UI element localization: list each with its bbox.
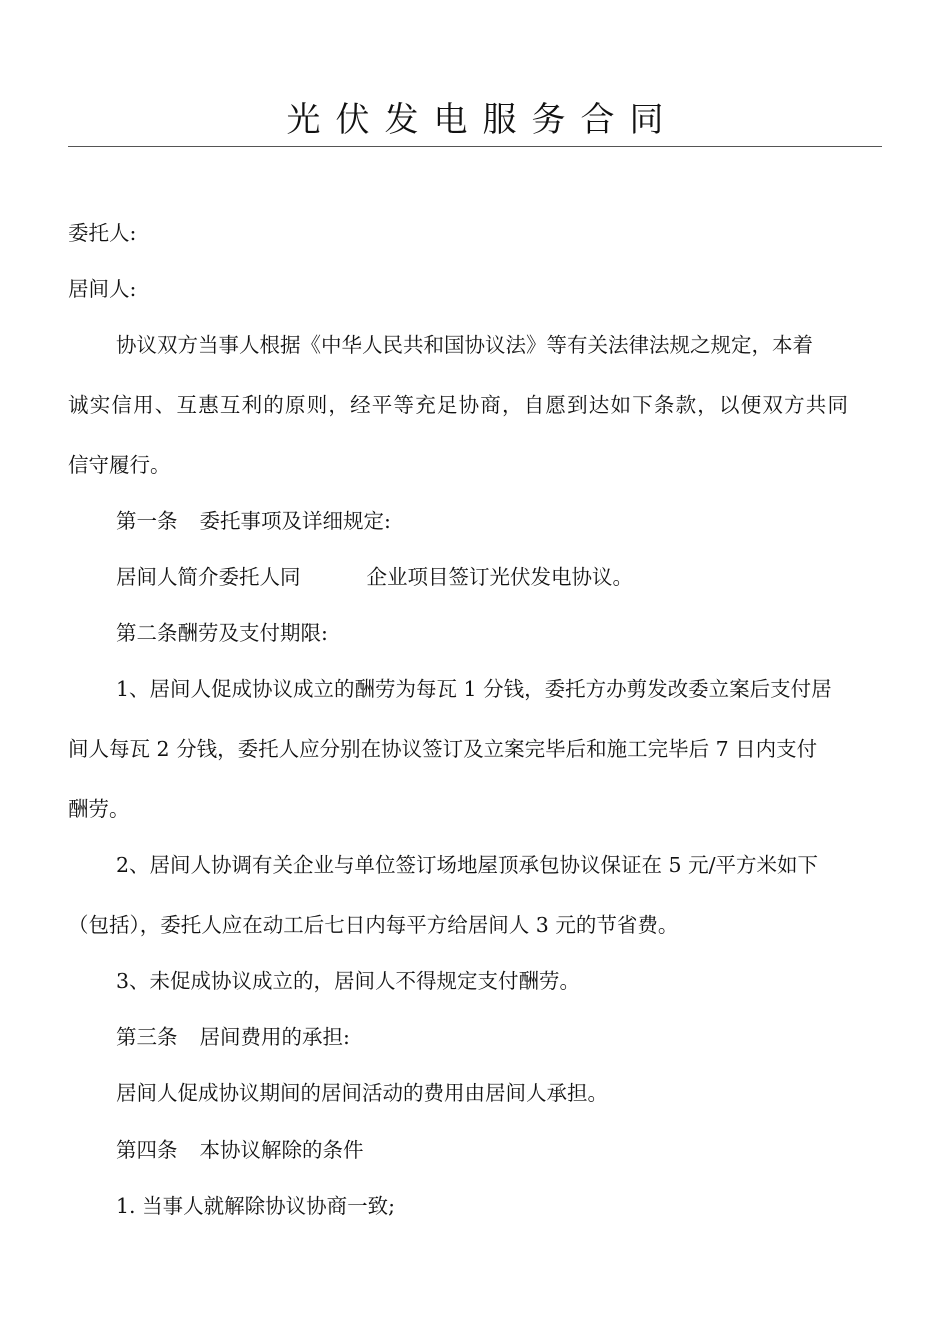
- article-2-item-1-line-3: 酬劳。: [68, 797, 130, 821]
- article-1-text: [116, 563, 633, 591]
- article-3-number: 第三条: [116, 1025, 178, 1049]
- article-2-item-2-line-1: 2、居间人协调有关企业与单位签订场地屋顶承包协议保证在 5 元/平方米如下: [116, 853, 819, 877]
- article-3-heading: [116, 1023, 350, 1051]
- preamble-line-3: 信守履行。: [68, 453, 171, 477]
- article-1-title: 委托事项及详细规定:: [199, 509, 391, 533]
- article-1-text-a: 居间人简介委托人同: [116, 565, 301, 589]
- article-4-title: 本协议解除的条件: [199, 1138, 364, 1162]
- title-divider: [68, 146, 882, 147]
- article-4-number: 第四条: [116, 1138, 178, 1162]
- article-2-item-3: 3、未促成协议成立的，居间人不得规定支付酬劳。: [116, 969, 581, 993]
- article-1-text-b: 企业项目签订光伏发电协议。: [366, 565, 633, 589]
- article-4-heading: [116, 1136, 364, 1164]
- party-broker-label: 居间人:: [68, 277, 137, 301]
- article-3-title: 居间费用的承担:: [199, 1025, 350, 1049]
- article-1-heading: [116, 507, 391, 535]
- article-2-item-1-line-2: 间人每瓦 2 分钱，委托人应分别在协议签订及立案完毕后和施工完毕后 7 日内支付: [68, 737, 818, 761]
- preamble-line-2: 诚实信用、互惠互利的原则，经平等充足协商，自愿到达如下条款，以便双方共同: [68, 393, 850, 417]
- article-2-item-1-line-1: 1、居间人促成协议成立的酬劳为每瓦 1 分钱，委托方办剪发改委立案后支付居: [116, 677, 832, 701]
- article-4-item-1: 1. 当事人就解除协议协商一致;: [116, 1194, 395, 1218]
- contract-title: 光伏发电服务合同: [286, 100, 679, 140]
- article-2-item-2-line-2: （包括），委托人应在动工后七日内每平方给居间人 3 元的节省费。: [68, 913, 679, 937]
- party-client-label: 委托人:: [68, 221, 137, 245]
- article-2-heading: 第二条酬劳及支付期限:: [116, 621, 328, 645]
- preamble-line-1: 协议双方当事人根据《中华人民共和国协议法》等有关法律法规之规定，本着: [116, 333, 813, 357]
- article-3-text: 居间人促成协议期间的居间活动的费用由居间人承担。: [116, 1081, 608, 1105]
- article-1-number: 第一条: [116, 509, 178, 533]
